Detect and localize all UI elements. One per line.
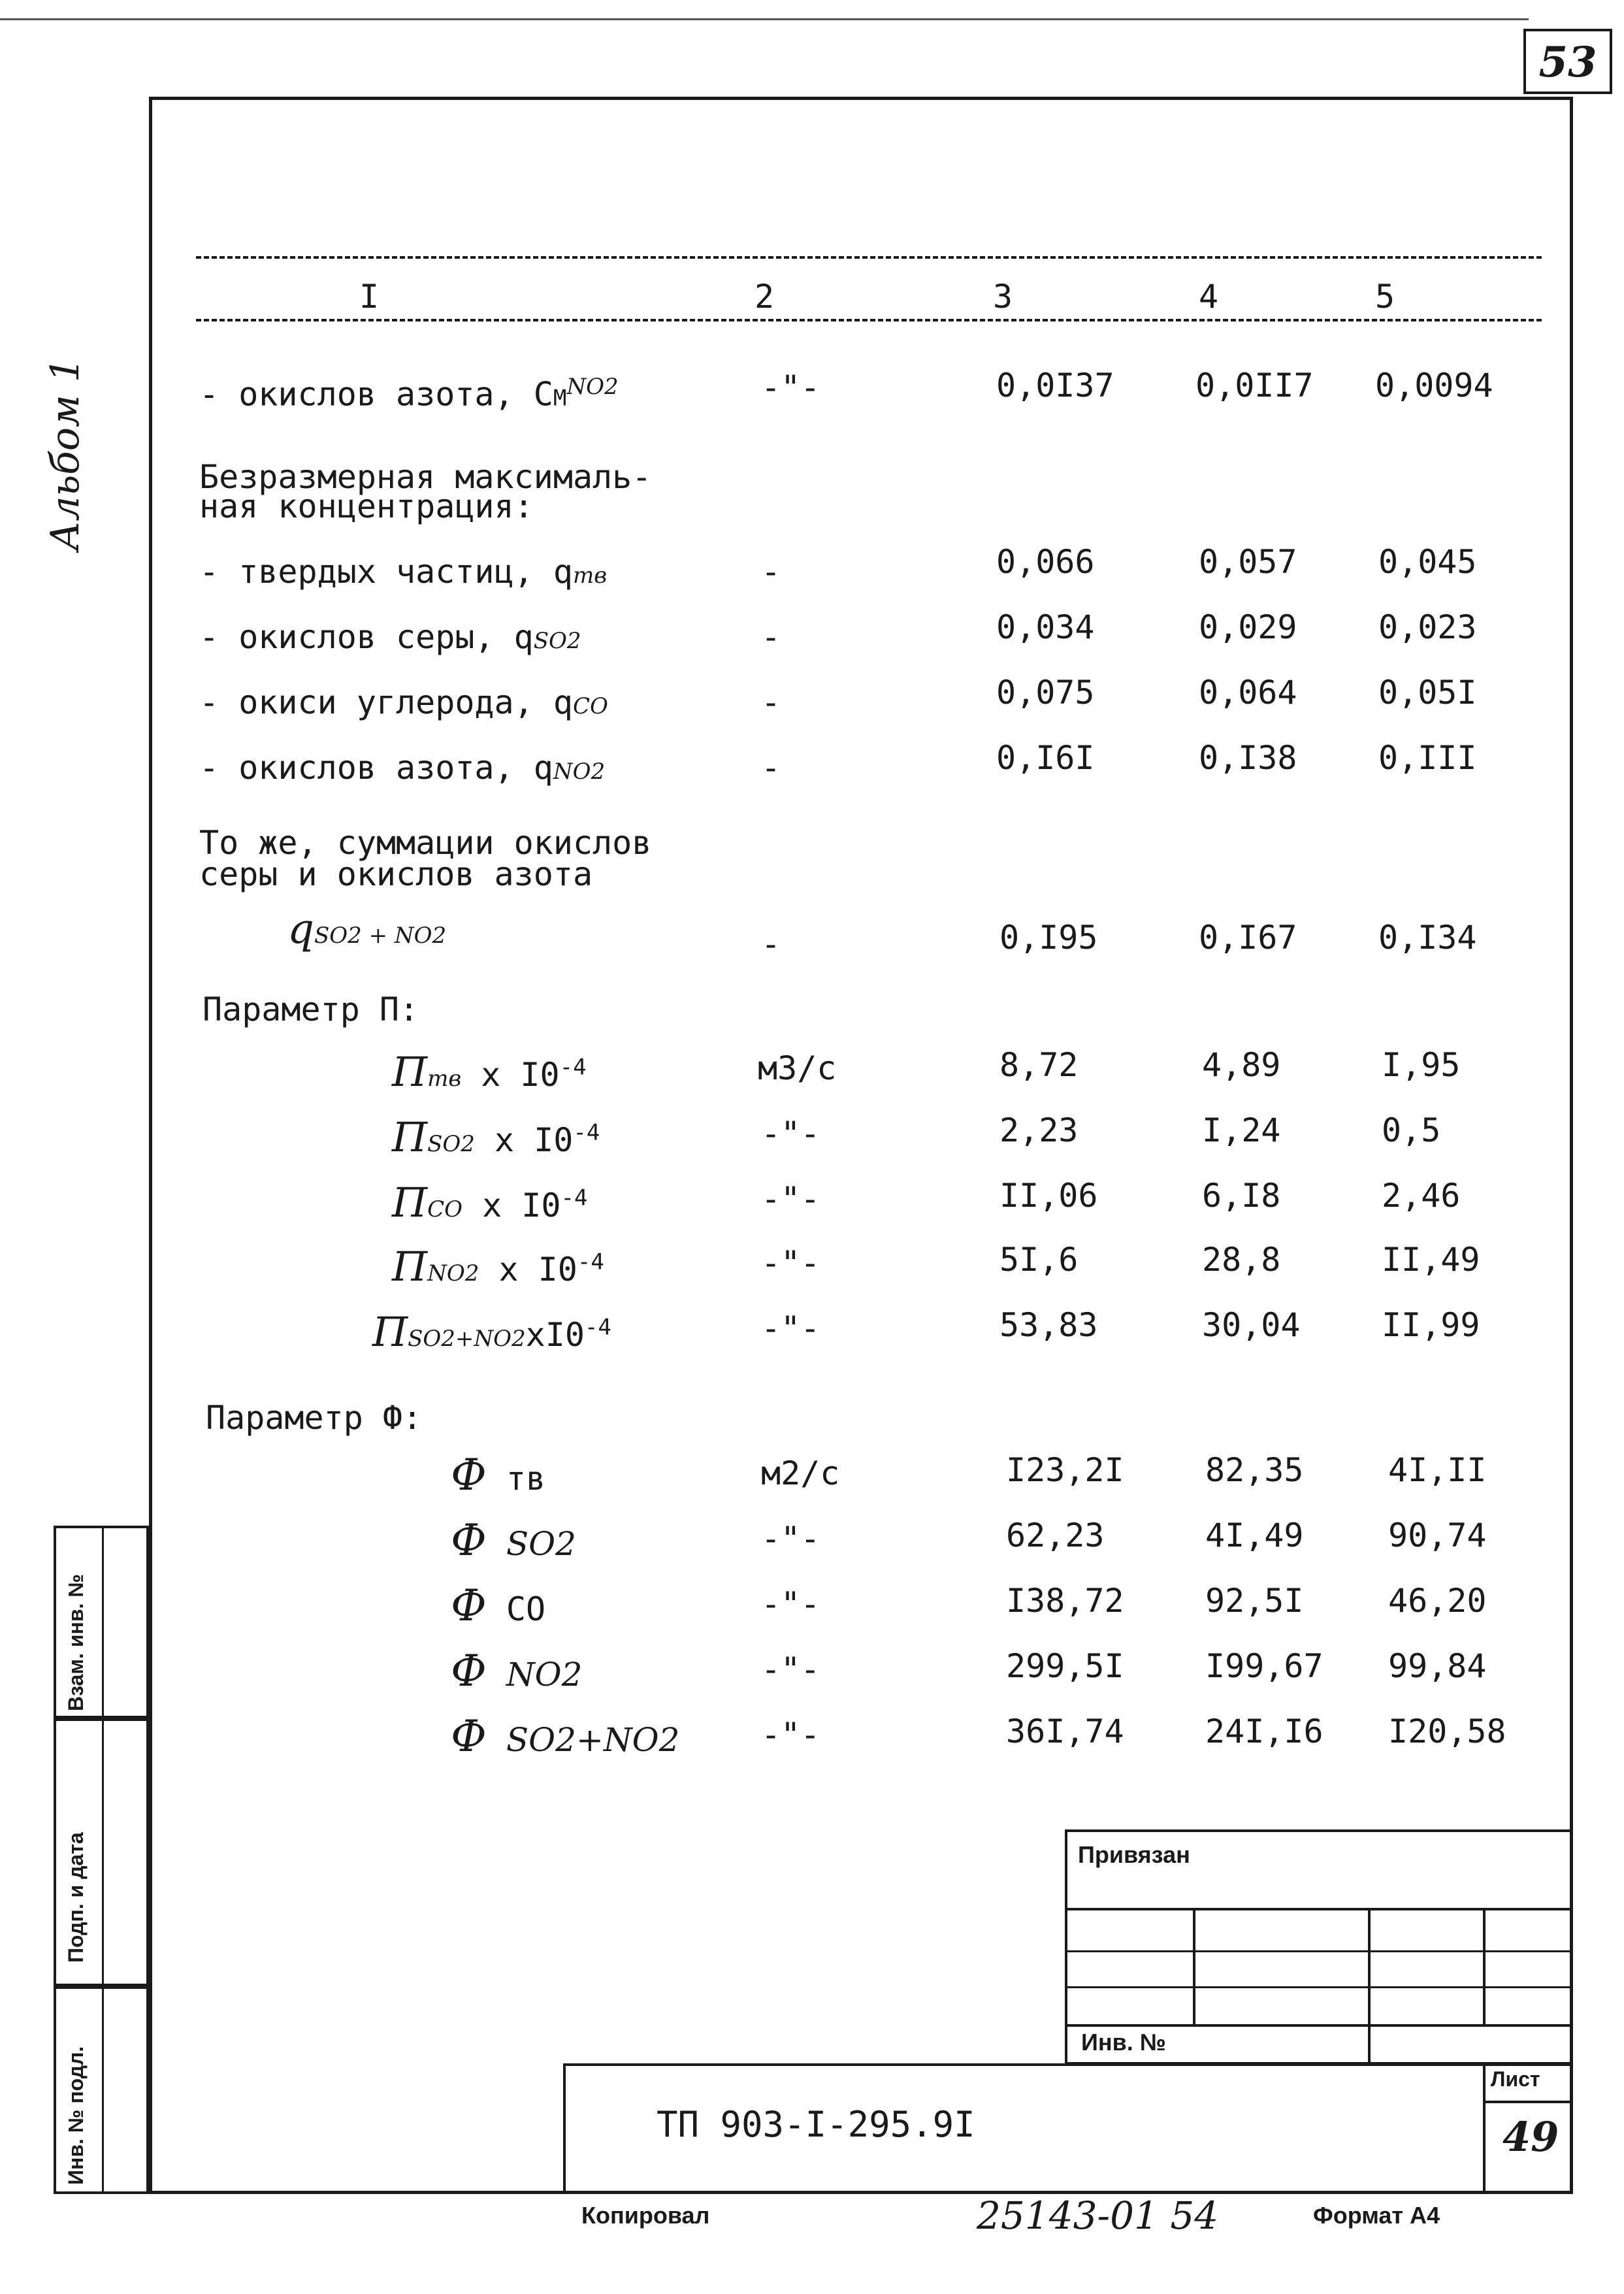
footer-number: 25143-01 54	[977, 2193, 1219, 2238]
row-label: - окислов азота, $CМ^{NO2}$	[199, 374, 619, 414]
row-value-4: 4I,49	[1205, 1516, 1304, 1554]
row-value-3: 0,0I37	[996, 367, 1114, 404]
row-value-5: 0,III	[1378, 739, 1477, 777]
row-value-3: II,06	[999, 1177, 1098, 1215]
row-value-3: 0,034	[996, 608, 1095, 646]
row-value-3: 5I,6	[999, 1241, 1079, 1279]
row-value-5: 0,0094	[1375, 367, 1493, 404]
row-label: qSO2 + NO2	[287, 905, 447, 953]
row-value-4: 0,0II7	[1195, 367, 1314, 404]
row-value-5: 99,84	[1388, 1647, 1487, 1685]
section-heading-line2: ная концентрация:	[199, 487, 534, 525]
stamp-inv-no: Инв. №	[1081, 2029, 1166, 2056]
row-value-4: 4,89	[1202, 1046, 1281, 1084]
section-heading-line2: серы и окислов азота	[199, 855, 593, 893]
col-header-5: 5	[1375, 278, 1395, 316]
row-value-4: 0,064	[1199, 674, 1297, 712]
row-unit: -	[761, 749, 781, 787]
row-unit: -"-	[761, 1585, 820, 1623]
param-p-symbol: Птв x $I0^{-4}$	[392, 1048, 587, 1096]
row-value-4: 82,35	[1205, 1451, 1304, 1489]
param-f-symbol: Ф CO	[451, 1581, 546, 1631]
row-value-4: 28,8	[1202, 1241, 1281, 1279]
row-value-5: 4I,II	[1388, 1451, 1487, 1489]
row-unit: -"-	[761, 1180, 820, 1218]
param-f-symbol: Ф SO2+NO2	[451, 1711, 680, 1761]
row-value-3: 0,I6I	[996, 739, 1095, 777]
row-value-4: 0,I67	[1199, 919, 1297, 957]
row-value-5: 46,20	[1388, 1582, 1487, 1620]
row-unit: -"-	[761, 1520, 820, 1558]
row-value-4: I,24	[1202, 1111, 1281, 1149]
side-stamp-inv-podl-label: Инв. № подл.	[64, 2046, 88, 2185]
side-stamp-inv-podl	[54, 1986, 149, 2194]
row-label: - твердых частиц, qтв	[199, 553, 607, 591]
side-stamp-podp-label: Подп. и дата	[64, 1832, 88, 1963]
row-value-5: 0,023	[1378, 608, 1477, 646]
param-f-title: Параметр Ф:	[206, 1399, 423, 1437]
row-value-4: 6,I8	[1202, 1177, 1281, 1215]
row-value-5: 90,74	[1388, 1516, 1487, 1554]
col-header-3: 3	[993, 278, 1013, 316]
row-value-3: 0,075	[996, 674, 1095, 712]
row-value-5: II,49	[1382, 1241, 1480, 1279]
row-value-4: I99,67	[1205, 1647, 1324, 1685]
row-value-3: 53,83	[999, 1306, 1098, 1344]
row-value-5: I,95	[1382, 1046, 1461, 1084]
album-label: Альбом 1	[42, 357, 88, 551]
row-unit: -	[761, 925, 781, 963]
footer-kopiroval: Копировал	[581, 2202, 710, 2229]
footer-format: Формат А4	[1313, 2202, 1440, 2229]
header-dash-top	[196, 256, 1542, 259]
section-heading-line1: То же, суммации окислов	[199, 824, 652, 862]
param-p-symbol: ПCO x $I0^{-4}$	[392, 1179, 588, 1226]
param-p-symbol: $ПSO2+NO2xI0^{-4}$	[372, 1308, 611, 1356]
stamp-privyazan: Привязан	[1078, 1841, 1190, 1868]
side-stamp-podp	[54, 1718, 149, 1986]
row-value-5: II,99	[1382, 1306, 1480, 1344]
row-unit: -	[761, 553, 781, 591]
param-f-symbol: Ф NO2	[451, 1646, 583, 1696]
row-unit: м3/с	[758, 1049, 837, 1087]
stamp-doc-code: ТП 903-I-295.9I	[657, 2104, 975, 2145]
row-value-4: 0,029	[1199, 608, 1297, 646]
header-dash-bottom	[196, 319, 1542, 321]
col-header-4: 4	[1199, 278, 1219, 316]
row-value-5: 0,I34	[1378, 919, 1477, 957]
stamp-list-label: Лист	[1491, 2067, 1540, 2091]
side-stamp-vzam	[54, 1526, 149, 1718]
row-value-4: 0,057	[1199, 543, 1297, 581]
row-value-3: I38,72	[1006, 1582, 1124, 1620]
row-unit: -	[761, 683, 781, 721]
row-value-5: 0,045	[1378, 543, 1477, 581]
row-unit: -"-	[761, 1115, 820, 1153]
row-value-3: 2,23	[999, 1111, 1079, 1149]
param-p-symbol: ПNO2 x $I0^{-4}$	[392, 1243, 604, 1290]
col-header-2: 2	[755, 278, 775, 316]
row-value-3: 8,72	[999, 1046, 1079, 1084]
row-value-4: 24I,I6	[1205, 1712, 1324, 1750]
row-value-3: I23,2I	[1006, 1451, 1124, 1489]
row-unit: -"-	[761, 1650, 820, 1688]
row-unit: -	[761, 618, 781, 656]
row-value-3: 0,066	[996, 543, 1095, 581]
page-number: 53	[1523, 29, 1612, 94]
param-p-title: Параметр П:	[203, 991, 419, 1028]
section-heading-line1: Безразмерная максималь-	[199, 458, 652, 496]
row-unit: -"-	[761, 1716, 820, 1754]
row-unit: -"-	[761, 1309, 820, 1347]
stamp-list-number: 49	[1502, 2113, 1559, 2161]
top-border-line	[0, 18, 1529, 20]
row-label: - окиси углерода, qCO	[199, 683, 608, 721]
row-value-5: 0,05I	[1378, 674, 1477, 712]
row-label: - окислов азота, qNO2	[199, 749, 606, 787]
row-value-3: 62,23	[1006, 1516, 1105, 1554]
row-value-4: 92,5I	[1205, 1582, 1304, 1620]
param-f-symbol: Ф тв	[451, 1450, 546, 1500]
row-value-3: 36I,74	[1006, 1712, 1124, 1750]
row-value-5: 2,46	[1382, 1177, 1461, 1215]
side-stamp-vzam-label: Взам. инв. №	[64, 1574, 88, 1711]
row-unit: м2/с	[761, 1454, 840, 1492]
row-value-3: 0,I95	[999, 919, 1098, 957]
row-value-4: 30,04	[1202, 1306, 1301, 1344]
row-value-4: 0,I38	[1199, 739, 1297, 777]
row-value-5: 0,5	[1382, 1111, 1441, 1149]
row-unit: -"-	[761, 1244, 820, 1282]
row-value-5: I20,58	[1388, 1712, 1506, 1750]
row-value-3: 299,5I	[1006, 1647, 1124, 1685]
param-p-symbol: ПSO2 x $I0^{-4}$	[392, 1113, 600, 1161]
col-header-1: I	[359, 278, 380, 316]
param-f-symbol: Ф SO2	[451, 1515, 576, 1565]
row-unit: -"-	[761, 369, 820, 406]
row-label: - окислов серы, qSO2	[199, 618, 581, 656]
